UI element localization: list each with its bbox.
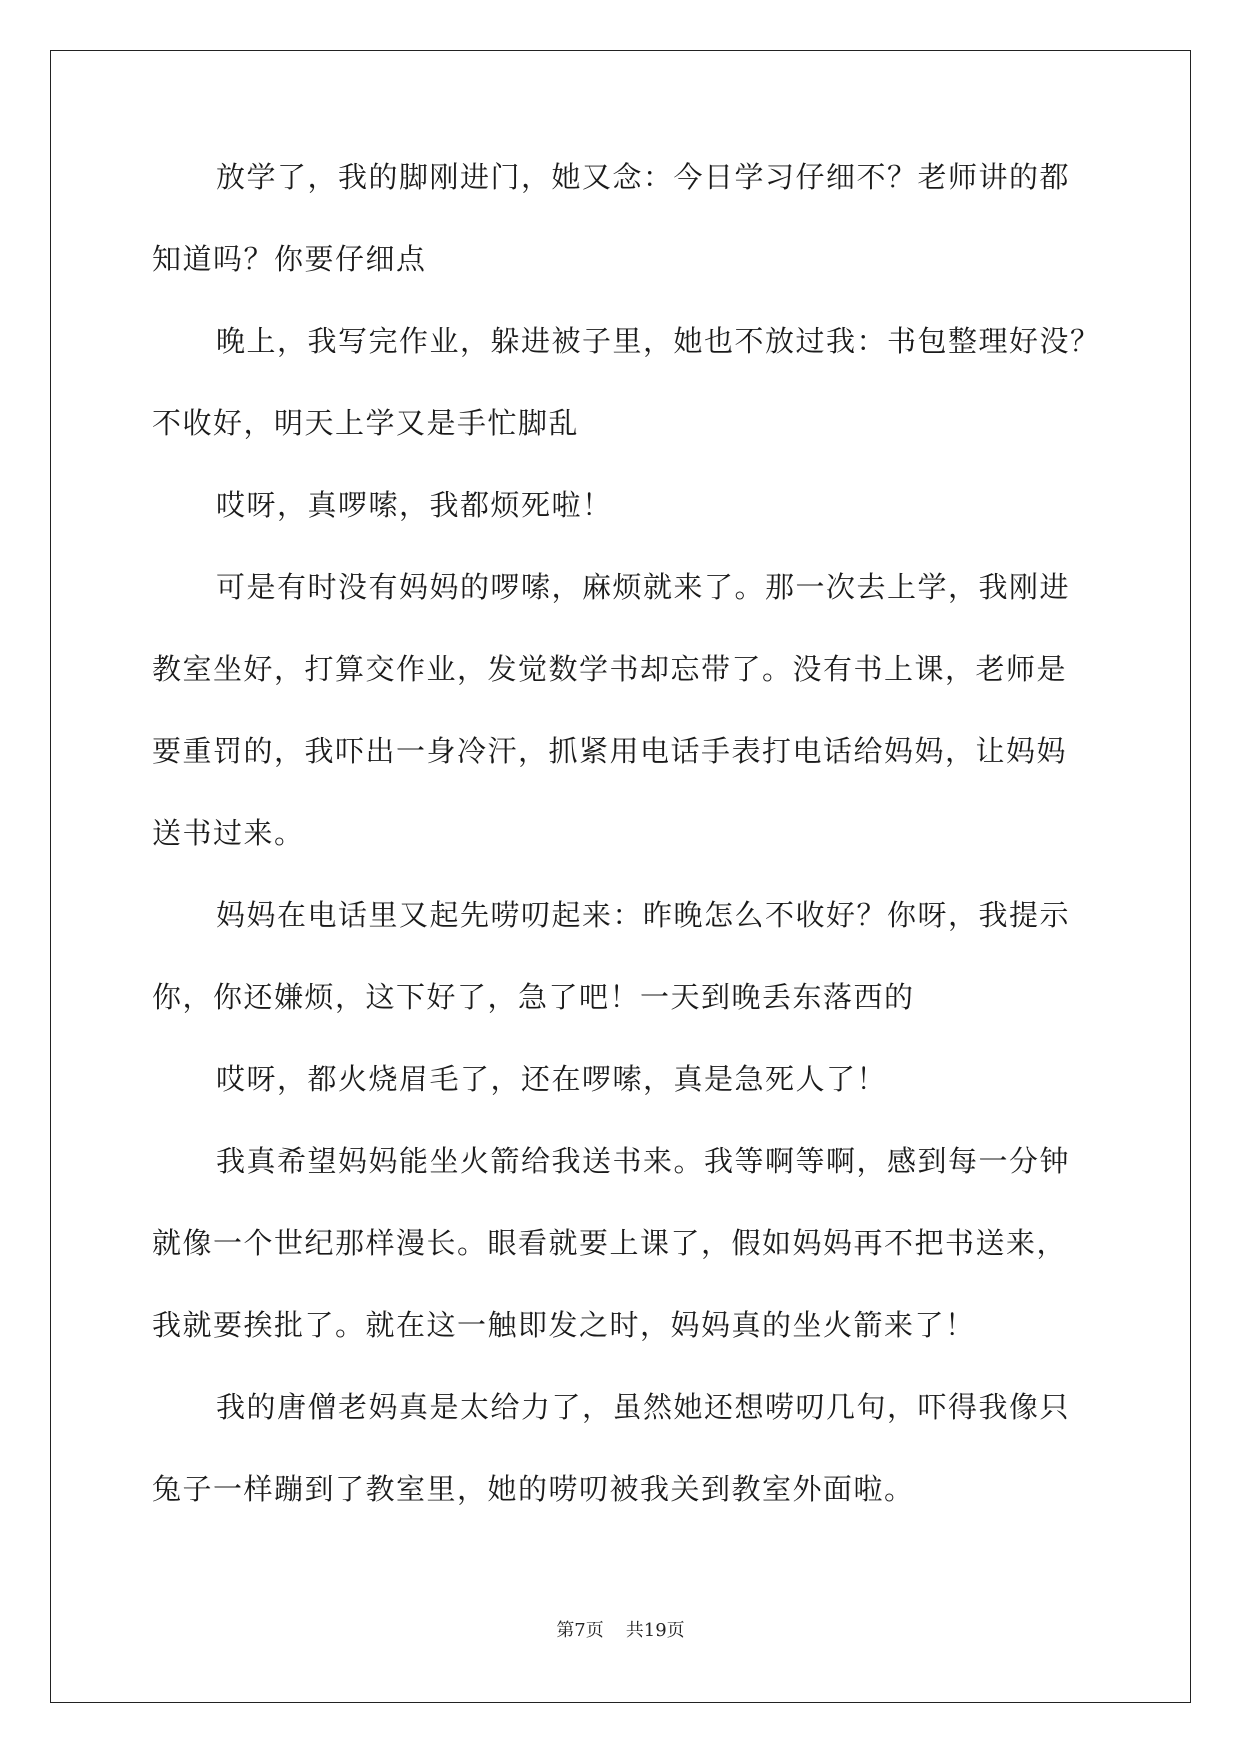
- text-line-6: 可是有时没有妈妈的啰嗦，麻烦就来了。那一次去上学，我刚进: [216, 570, 1071, 604]
- text-line-17: 兔子一样蹦到了教室里，她的唠叨被我关到教室外面啦。: [152, 1472, 915, 1506]
- text-line-16: 我的唐僧老妈真是太给力了，虽然她还想唠叨几句，吓得我像只: [216, 1390, 1071, 1424]
- text-line-12: 哎呀，都火烧眉毛了，还在啰嗦，真是急死人了！: [216, 1062, 888, 1096]
- text-line-1: 放学了，我的脚刚进门，她又念：今日学习仔细不？老师讲的都: [216, 160, 1071, 194]
- text-line-4: 不收好，明天上学又是手忙脚乱: [152, 406, 580, 440]
- text-line-13: 我真希望妈妈能坐火箭给我送书来。我等啊等啊，感到每一分钟: [216, 1144, 1071, 1178]
- text-line-3: 晚上，我写完作业，躲进被子里，她也不放过我：书包整理好没？: [216, 324, 1101, 358]
- document-body: [152, 160, 1101, 1554]
- text-line-8: 要重罚的，我吓出一身冷汗，抓紧用电话手表打电话给妈妈，让妈妈: [152, 734, 1068, 768]
- text-line-14: 就像一个世纪那样漫长。眼看就要上课了，假如妈妈再不把书送来，: [152, 1226, 1068, 1260]
- text-line-11: 你，你还嫌烦，这下好了，急了吧！一天到晚丢东落西的: [152, 980, 915, 1014]
- text-line-2: 知道吗？你要仔细点: [152, 242, 427, 276]
- page-total: 共19页: [625, 1620, 685, 1641]
- page-footer: [0, 1616, 1241, 1642]
- text-line-9: 送书过来。: [152, 816, 305, 850]
- text-line-10: 妈妈在电话里又起先唠叨起来：昨晚怎么不收好？你呀，我提示: [216, 898, 1071, 932]
- text-line-15: 我就要挨批了。就在这一触即发之时，妈妈真的坐火箭来了！: [152, 1308, 976, 1342]
- text-line-5: 哎呀，真啰嗦，我都烦死啦！: [216, 488, 613, 522]
- text-line-7: 教室坐好，打算交作业，发觉数学书却忘带了。没有书上课，老师是: [152, 652, 1068, 686]
- page-number: 第7页: [556, 1620, 604, 1641]
